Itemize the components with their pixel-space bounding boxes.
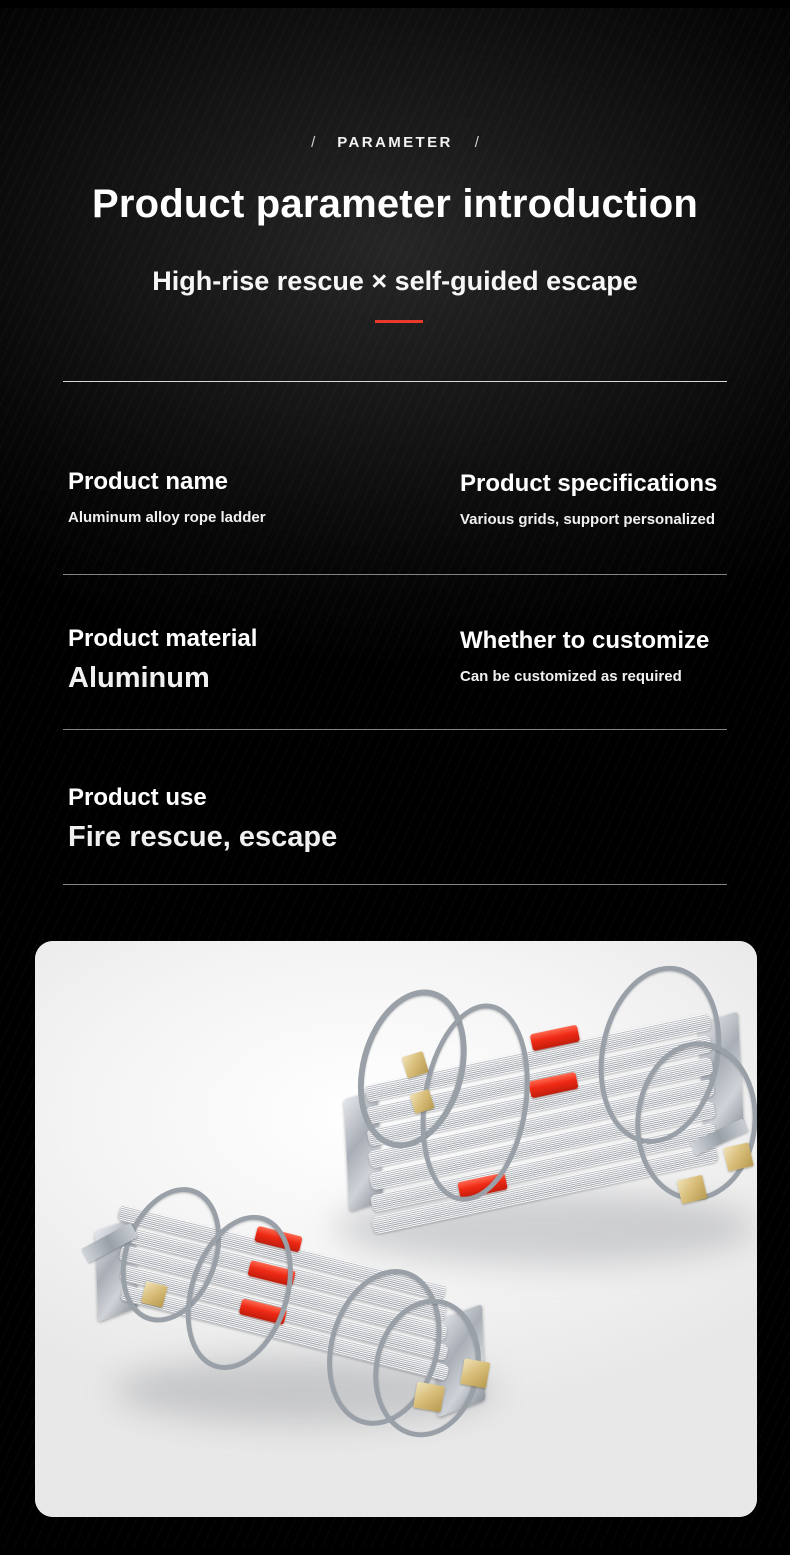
spec-product-name bbox=[68, 467, 266, 528]
spec-label: Product name bbox=[68, 468, 229, 495]
spec-product-specifications bbox=[460, 469, 717, 530]
divider-row-3 bbox=[63, 884, 727, 885]
ladder-bundle-small bbox=[77, 1146, 486, 1420]
brass-fitting bbox=[460, 1358, 490, 1388]
divider-row-1 bbox=[63, 574, 727, 575]
spec-label: Product specifications bbox=[460, 470, 718, 497]
accent-underline bbox=[375, 320, 423, 323]
spec-label: Whether to customize bbox=[460, 627, 710, 654]
spec-product-use bbox=[68, 783, 337, 854]
divider-top bbox=[63, 381, 727, 382]
brass-fitting bbox=[413, 1382, 445, 1412]
page-title: Product parameter introduction bbox=[91, 182, 699, 226]
spec-label: Product use bbox=[68, 784, 207, 811]
spec-product-material bbox=[68, 624, 257, 695]
spec-value: Various grids, support personalized bbox=[460, 511, 716, 528]
eyebrow-label: PARAMETER bbox=[337, 134, 453, 151]
spec-value: Aluminum alloy rope ladder bbox=[68, 509, 266, 526]
spec-whether-to-customize bbox=[460, 626, 709, 687]
bottom-edge-strip bbox=[0, 1547, 790, 1555]
section-eyebrow bbox=[0, 134, 790, 151]
spec-label: Product material bbox=[68, 625, 258, 652]
page-subtitle: High-rise rescue × self-guided escape bbox=[152, 266, 638, 296]
eyebrow-slash-left: / bbox=[311, 134, 316, 151]
eyebrow-slash-right: / bbox=[474, 134, 479, 151]
top-edge-strip bbox=[0, 0, 790, 8]
spec-value: Fire rescue, escape bbox=[68, 821, 338, 853]
product-photo bbox=[35, 941, 757, 1517]
brass-fitting bbox=[723, 1142, 754, 1171]
spec-value: Can be customized as required bbox=[460, 668, 682, 685]
divider-row-2 bbox=[63, 729, 727, 730]
spec-value: Aluminum bbox=[68, 662, 210, 694]
